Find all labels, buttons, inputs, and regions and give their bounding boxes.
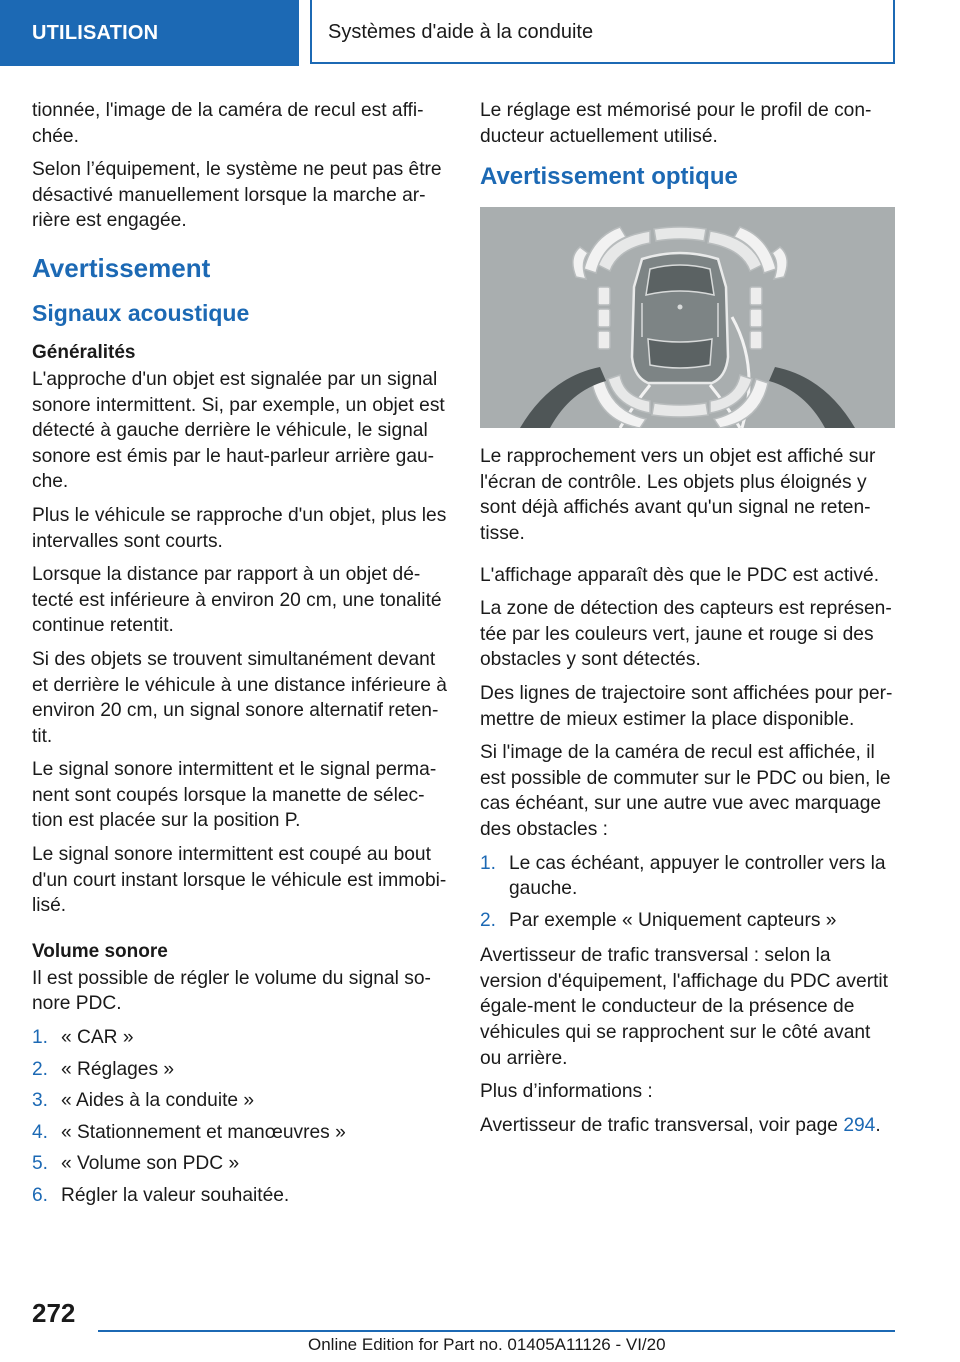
heading-acoustic-signals: Signaux acoustique <box>32 299 250 326</box>
paragraph: Le signal sonore intermittent est coupé au bout d'un court instant lorsque le véhicule est immobi‐lisé. <box>32 844 447 917</box>
page-link[interactable]: 294 <box>843 1114 876 1136</box>
paragraph: Avertisseur de trafic transversal : selon la version d'équipement, l'affichage du PDC avertit égale‐ment le conducteur de la présence de véhicules qui se rapprochent sur le côté avant ou arrière. <box>480 945 889 1069</box>
paragraph: Plus le véhicule se rapproche d'un objet, plus les intervalles sont courts. <box>32 504 447 552</box>
list-item <box>32 1025 447 1051</box>
paragraph: Selon l’équipement, le système ne peut pas être désactivé manuellement lorsque la marche ar‐rière est engagée. <box>32 159 442 232</box>
step-number: 2. <box>480 909 497 931</box>
paragraph: Le signal sonore intermittent et le signal perma‐nent sont coupés lorsque la manette de sélec‐tion est placée sur la position P. <box>32 759 437 832</box>
heading-general: Généralités <box>32 341 136 363</box>
step-number: 6. <box>32 1185 49 1206</box>
section-tab: UTILISATION <box>0 0 299 66</box>
footer-edition <box>308 1335 666 1355</box>
step-number: 3. <box>32 1090 49 1112</box>
chapter-title: Systèmes d'aide à la conduite <box>310 0 895 64</box>
page-number: 272 <box>32 1298 76 1328</box>
page-header <box>0 0 960 66</box>
paragraph: Le réglage est mémorisé pour le profil de con‐ducteur actuellement utilisé. <box>480 100 872 147</box>
cross-reference-text: Avertisseur de trafic transversal, voir page <box>480 1114 844 1136</box>
step-text: « Réglages » <box>61 1058 175 1080</box>
list-item <box>32 1120 447 1146</box>
list-item <box>32 1183 447 1209</box>
heading-warning: Avertissement <box>32 252 211 283</box>
footer-divider <box>98 1330 895 1332</box>
paragraph: Le rapprochement vers un objet est affiché sur l'écran de contrôle. Les objets plus éloignés y sont déjà affichés avant qu'un signal ne reten‐tisse. <box>480 446 876 544</box>
paragraph: Des lignes de trajectoire sont affichées pour per‐mettre de mieux estimer la place disponible. <box>480 682 893 730</box>
step-text: « Stationnement et manœuvres » <box>61 1121 346 1143</box>
step-text: « Volume son PDC » <box>61 1153 240 1175</box>
right-column <box>480 98 895 1146</box>
pdc-display-illustration <box>480 207 895 428</box>
punctuation: . <box>875 1114 881 1136</box>
left-column <box>32 98 447 1219</box>
step-text: « CAR » <box>61 1027 134 1049</box>
list-item <box>480 908 895 934</box>
step-number: 1. <box>480 852 497 874</box>
volume-steps-list <box>32 1025 447 1209</box>
paragraph: Lorsque la distance par rapport à un objet dé‐tecté est inférieure à environ 20 cm, une tonalité continue retentit. <box>32 564 442 637</box>
paragraph: Si l'image de la caméra de recul est affichée, il est possible de commuter sur le PDC ou bien, le cas échéant, sur une autre vue avec marquage des obstacles : <box>480 742 891 840</box>
paragraph: L'approche d'un objet est signalée par un signal sonore intermittent. Si, par exemple, un objet est détecté à gauche derrière le véhicule, le signal sonore est émis par le haut-parleur arrière gau‐che. <box>32 368 445 493</box>
edition-text: Online Edition for Part no. 01405A11126 - VI/20 <box>308 1335 666 1354</box>
switch-view-steps-list <box>480 851 895 934</box>
paragraph: L'affichage apparaît dès que le PDC est activé. <box>480 564 880 586</box>
paragraph-with-link <box>480 1113 895 1139</box>
step-text: « Aides à la conduite » <box>61 1090 255 1112</box>
step-number: 2. <box>32 1058 49 1080</box>
paragraph: tionnée, l'image de la caméra de recul est affi‐chée. <box>32 100 424 147</box>
list-item <box>32 1088 447 1114</box>
paragraph: Si des objets se trouvent simultanément devant et derrière le véhicule à une distance inférieure à environ 20 cm, un signal sonore alternatif reten‐tit. <box>32 648 447 747</box>
paragraph: La zone de détection des capteurs est représen‐tée par les couleurs vert, jaune et rouge si des obstacles y sont détectés. <box>480 598 892 671</box>
step-text: Régler la valeur souhaitée. <box>61 1185 290 1206</box>
heading-volume: Volume sonore <box>32 940 168 962</box>
heading-optical-warning: Avertissement optique <box>480 163 738 191</box>
step-number: 1. <box>32 1027 49 1049</box>
step-number: 4. <box>32 1121 49 1143</box>
paragraph: Plus d’informations : <box>480 1081 653 1103</box>
list-item <box>480 851 895 902</box>
list-item <box>32 1151 447 1177</box>
step-text: Par exemple « Uniquement capteurs » <box>509 909 837 931</box>
list-item <box>32 1057 447 1083</box>
paragraph: Il est possible de régler le volume du signal so‐nore PDC. <box>32 967 431 1015</box>
step-number: 5. <box>32 1153 49 1175</box>
step-text: Le cas échéant, appuyer le controller vers la gauche. <box>509 852 886 900</box>
